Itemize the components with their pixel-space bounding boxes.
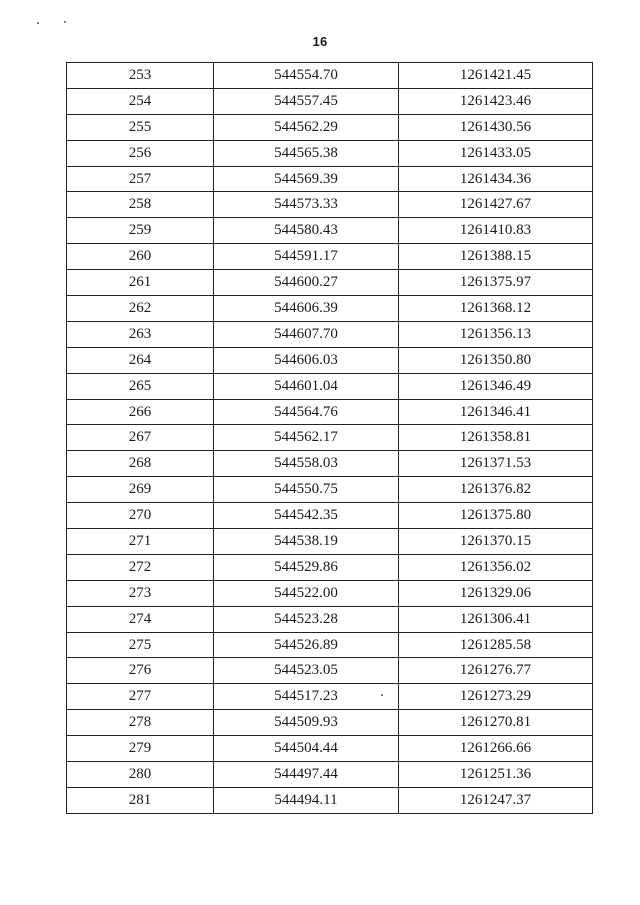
coordinate-x-cell: 544562.29 xyxy=(214,114,399,140)
point-number-cell: 277 xyxy=(67,684,214,710)
table-row xyxy=(67,451,593,477)
point-number-cell: 262 xyxy=(67,296,214,322)
coordinate-y-cell: 1261276.77 xyxy=(399,658,593,684)
point-number-cell: 254 xyxy=(67,88,214,114)
coordinate-y-cell: 1261251.36 xyxy=(399,762,593,788)
coordinate-x-cell: 544538.19 xyxy=(214,529,399,555)
coordinate-x-cell: 544606.39 xyxy=(214,296,399,322)
coordinate-y-cell: 1261433.05 xyxy=(399,140,593,166)
point-number-cell: 279 xyxy=(67,736,214,762)
coordinate-x-cell: 544565.38 xyxy=(214,140,399,166)
table-row xyxy=(67,296,593,322)
point-number-cell: 266 xyxy=(67,399,214,425)
point-number-cell: 253 xyxy=(67,63,214,89)
coordinates-table xyxy=(66,62,593,814)
table-row xyxy=(67,192,593,218)
point-number-cell: 276 xyxy=(67,658,214,684)
coordinate-x-cell: 544504.44 xyxy=(214,736,399,762)
table-row xyxy=(67,321,593,347)
coordinate-x-cell: 544554.70 xyxy=(214,63,399,89)
table-row xyxy=(67,529,593,555)
point-number-cell: 273 xyxy=(67,580,214,606)
table-row xyxy=(67,684,593,710)
coordinate-y-cell: 1261247.37 xyxy=(399,787,593,813)
coordinate-y-cell: 1261358.81 xyxy=(399,425,593,451)
coordinate-y-cell: 1261376.82 xyxy=(399,477,593,503)
coordinate-y-cell: 1261266.66 xyxy=(399,736,593,762)
coordinate-x-cell: 544607.70 xyxy=(214,321,399,347)
coordinate-y-cell: 1261306.41 xyxy=(399,606,593,632)
point-number-cell: 268 xyxy=(67,451,214,477)
table-row xyxy=(67,347,593,373)
coordinate-x-cell: 544522.00 xyxy=(214,580,399,606)
coordinate-y-cell: 1261270.81 xyxy=(399,710,593,736)
table-row xyxy=(67,270,593,296)
coordinate-y-cell: 1261370.15 xyxy=(399,529,593,555)
point-number-cell: 274 xyxy=(67,606,214,632)
point-number-cell: 257 xyxy=(67,166,214,192)
point-number-cell: 278 xyxy=(67,710,214,736)
table-row xyxy=(67,218,593,244)
coordinate-y-cell: 1261329.06 xyxy=(399,580,593,606)
point-number-cell: 280 xyxy=(67,762,214,788)
table-row xyxy=(67,477,593,503)
coordinate-y-cell: 1261273.29 xyxy=(399,684,593,710)
coordinate-x-cell: 544557.45 xyxy=(214,88,399,114)
point-number-cell: 259 xyxy=(67,218,214,244)
table-row xyxy=(67,140,593,166)
coordinate-x-cell: 544523.05 xyxy=(214,658,399,684)
point-number-cell: 275 xyxy=(67,632,214,658)
table-row xyxy=(67,710,593,736)
coordinate-y-cell: 1261346.49 xyxy=(399,373,593,399)
scan-speck xyxy=(37,22,39,24)
table-row xyxy=(67,762,593,788)
point-number-cell: 261 xyxy=(67,270,214,296)
table-row xyxy=(67,425,593,451)
table-row xyxy=(67,787,593,813)
coordinate-x-cell: 544509.93 xyxy=(214,710,399,736)
coordinate-x-cell: 544497.44 xyxy=(214,762,399,788)
coordinate-x-cell: 544542.35 xyxy=(214,503,399,529)
coordinate-y-cell: 1261368.12 xyxy=(399,296,593,322)
coordinate-y-cell: 1261423.46 xyxy=(399,88,593,114)
coordinate-x-cell: 544580.43 xyxy=(214,218,399,244)
coordinate-y-cell: 1261430.56 xyxy=(399,114,593,140)
point-number-cell: 265 xyxy=(67,373,214,399)
point-number-cell: 256 xyxy=(67,140,214,166)
point-number-cell: 263 xyxy=(67,321,214,347)
coordinate-x-cell: 544550.75 xyxy=(214,477,399,503)
page-number: 16 xyxy=(312,34,328,49)
coordinate-y-cell: 1261356.02 xyxy=(399,554,593,580)
coordinate-x-cell: 544523.28 xyxy=(214,606,399,632)
coordinate-y-cell: 1261388.15 xyxy=(399,244,593,270)
point-number-cell: 270 xyxy=(67,503,214,529)
table-row xyxy=(67,88,593,114)
coordinate-x-cell: 544494.11 xyxy=(214,787,399,813)
point-number-cell: 272 xyxy=(67,554,214,580)
table-row xyxy=(67,736,593,762)
coordinate-x-cell: 544591.17 xyxy=(214,244,399,270)
coordinate-y-cell: 1261371.53 xyxy=(399,451,593,477)
table-row xyxy=(67,606,593,632)
coordinate-y-cell: 1261346.41 xyxy=(399,399,593,425)
coordinate-x-cell: 544606.03 xyxy=(214,347,399,373)
coordinate-x-cell: 544601.04 xyxy=(214,373,399,399)
coordinate-x-cell: 544564.76 xyxy=(214,399,399,425)
coordinate-y-cell: 1261350.80 xyxy=(399,347,593,373)
coordinate-x-cell: 544558.03 xyxy=(214,451,399,477)
table-row xyxy=(67,399,593,425)
point-number-cell: 269 xyxy=(67,477,214,503)
coordinate-x-cell: 544600.27 xyxy=(214,270,399,296)
table-row xyxy=(67,580,593,606)
table-row xyxy=(67,632,593,658)
point-number-cell: 271 xyxy=(67,529,214,555)
coordinate-y-cell: 1261434.36 xyxy=(399,166,593,192)
coordinate-x-cell: 544573.33 xyxy=(214,192,399,218)
coordinate-y-cell: 1261356.13 xyxy=(399,321,593,347)
coordinate-y-cell: 1261285.58 xyxy=(399,632,593,658)
table-row xyxy=(67,658,593,684)
coordinate-y-cell: 1261421.45 xyxy=(399,63,593,89)
coordinate-x-cell: 544517.23 xyxy=(214,684,399,710)
coordinate-x-cell: 544529.86 xyxy=(214,554,399,580)
table-row xyxy=(67,373,593,399)
scan-speck xyxy=(64,21,66,23)
point-number-cell: 267 xyxy=(67,425,214,451)
point-number-cell: 258 xyxy=(67,192,214,218)
coordinate-y-cell: 1261375.80 xyxy=(399,503,593,529)
coordinate-x-cell: 544526.89 xyxy=(214,632,399,658)
table-row xyxy=(67,554,593,580)
coordinate-y-cell: 1261410.83 xyxy=(399,218,593,244)
point-number-cell: 260 xyxy=(67,244,214,270)
coordinate-y-cell: 1261427.67 xyxy=(399,192,593,218)
coordinates-table-body xyxy=(67,63,593,814)
table-row xyxy=(67,114,593,140)
table-row xyxy=(67,63,593,89)
table-row xyxy=(67,244,593,270)
table-row xyxy=(67,503,593,529)
coordinate-x-cell: 544562.17 xyxy=(214,425,399,451)
point-number-cell: 281 xyxy=(67,787,214,813)
point-number-cell: 255 xyxy=(67,114,214,140)
point-number-cell: 264 xyxy=(67,347,214,373)
coordinate-x-cell: 544569.39 xyxy=(214,166,399,192)
table-row xyxy=(67,166,593,192)
coordinate-y-cell: 1261375.97 xyxy=(399,270,593,296)
